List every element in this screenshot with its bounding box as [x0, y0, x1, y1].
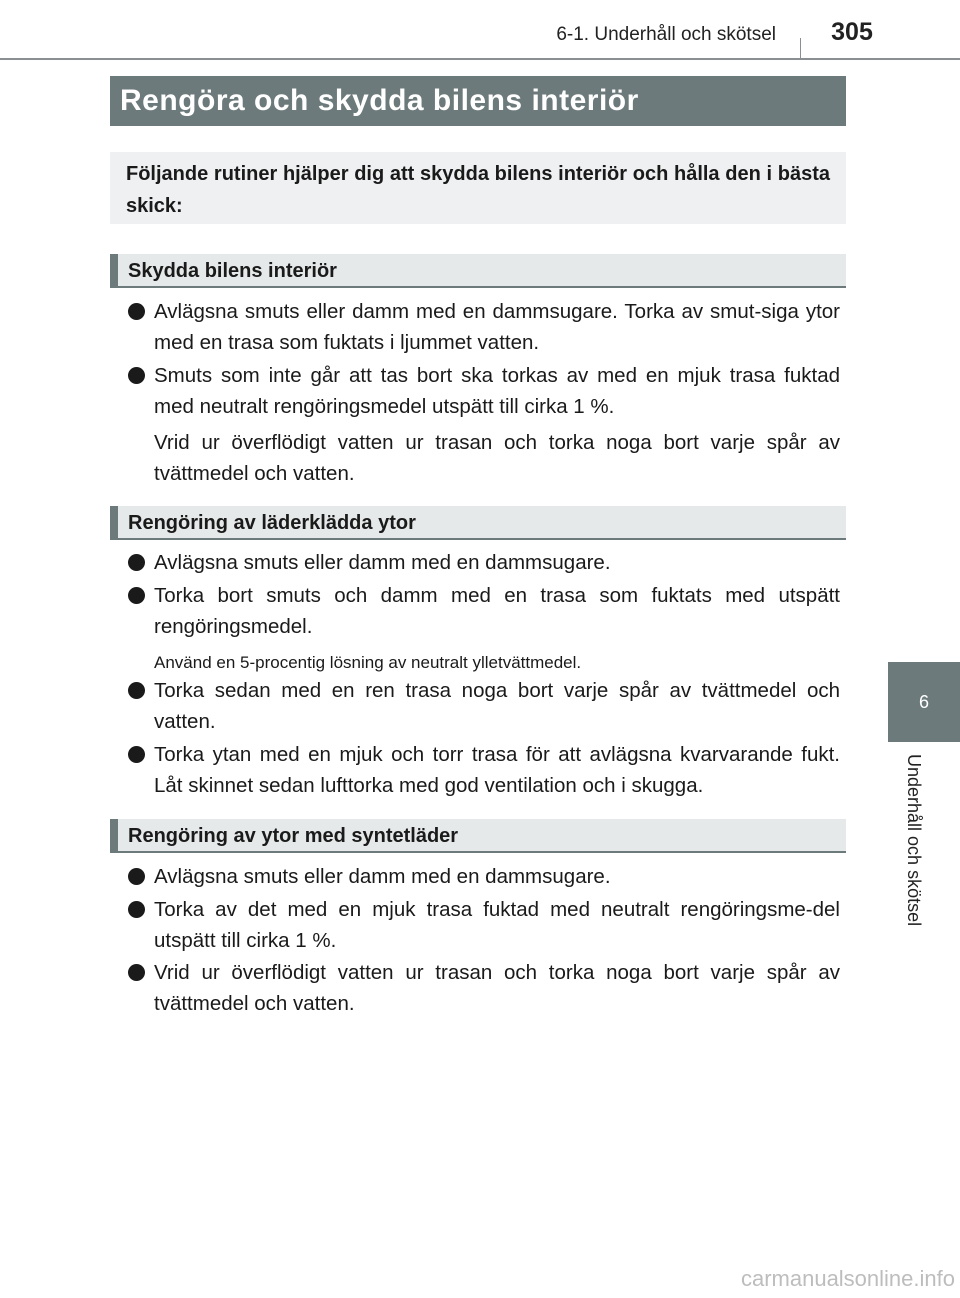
- chapter-tab[interactable]: [888, 662, 960, 742]
- bullet-icon: [128, 868, 145, 885]
- header-rule: [0, 58, 960, 60]
- intro-text: Följande rutiner hjälper dig att skydda bilens interiör och hålla den i bästa skick:: [126, 163, 830, 217]
- section-heading-protect-interior: Skydda bilens interiör: [110, 254, 846, 288]
- chapter-tab-number: 6: [918, 691, 929, 712]
- bullet-icon: [128, 554, 145, 571]
- section-small-note: Använd en 5-procentig lösning av neutralt ylletvättmedel.: [154, 653, 582, 672]
- bullet-icon: [128, 746, 145, 763]
- bullet-icon: [128, 587, 145, 604]
- header-divider-tick: [800, 38, 801, 58]
- page-title: Rengöra och skydda bilens interiör: [110, 76, 846, 126]
- bullet-icon: [128, 303, 145, 320]
- section-note: Vrid ur överflödigt vatten ur trasan och torka noga bort varje spår av tvättmedel och vatten.: [154, 431, 840, 485]
- watermark-link[interactable]: carmanualsonline.info: [740, 1266, 955, 1291]
- section-heading-leather: Rengöring av läderklädda ytor: [110, 506, 846, 540]
- list-item: Smuts som inte går att tas bort ska torkas av med en mjuk trasa fuktad med neutralt rengöringsmedel utspätt till cirka 1 %.: [128, 360, 840, 422]
- chapter-tab-label: Underhåll och skötsel: [904, 754, 924, 927]
- list-item: Torka bort smuts och damm med en trasa som fuktats med utspätt rengöringsmedel.: [128, 580, 840, 642]
- list-item: Avlägsna smuts eller damm med en dammsugare.: [128, 861, 840, 892]
- list-item: Torka ytan med en mjuk och torr trasa för att avlägsna kvarvarande fukt. Låt skinnet sedan lufttorka med god ventilation och i skugga.: [128, 739, 840, 801]
- bullet-icon: [128, 964, 145, 981]
- bullet-icon: [128, 682, 145, 699]
- header-section-title: 6-1. Underhåll och skötsel: [556, 24, 776, 45]
- list-item: Avlägsna smuts eller damm med en dammsugare. Torka av smut-siga ytor med en trasa som fuktats i ljummet vatten.: [128, 296, 840, 358]
- intro-box: [110, 152, 846, 224]
- list-item: Torka sedan med en ren trasa noga bort varje spår av tvättmedel och vatten.: [128, 675, 840, 737]
- list-item: Vrid ur överflödigt vatten ur trasan och torka noga bort varje spår av tvättmedel och vatten.: [128, 957, 840, 1019]
- bullet-icon: [128, 367, 145, 384]
- section-heading-synthetic-leather: Rengöring av ytor med syntetläder: [110, 819, 846, 853]
- list-item: Avlägsna smuts eller damm med en dammsugare.: [128, 547, 840, 578]
- list-item: Torka av det med en mjuk trasa fuktad med neutralt rengöringsme-del utspätt till cirka 1 %.: [128, 894, 840, 956]
- page-number: 305: [831, 18, 873, 46]
- bullet-icon: [128, 901, 145, 918]
